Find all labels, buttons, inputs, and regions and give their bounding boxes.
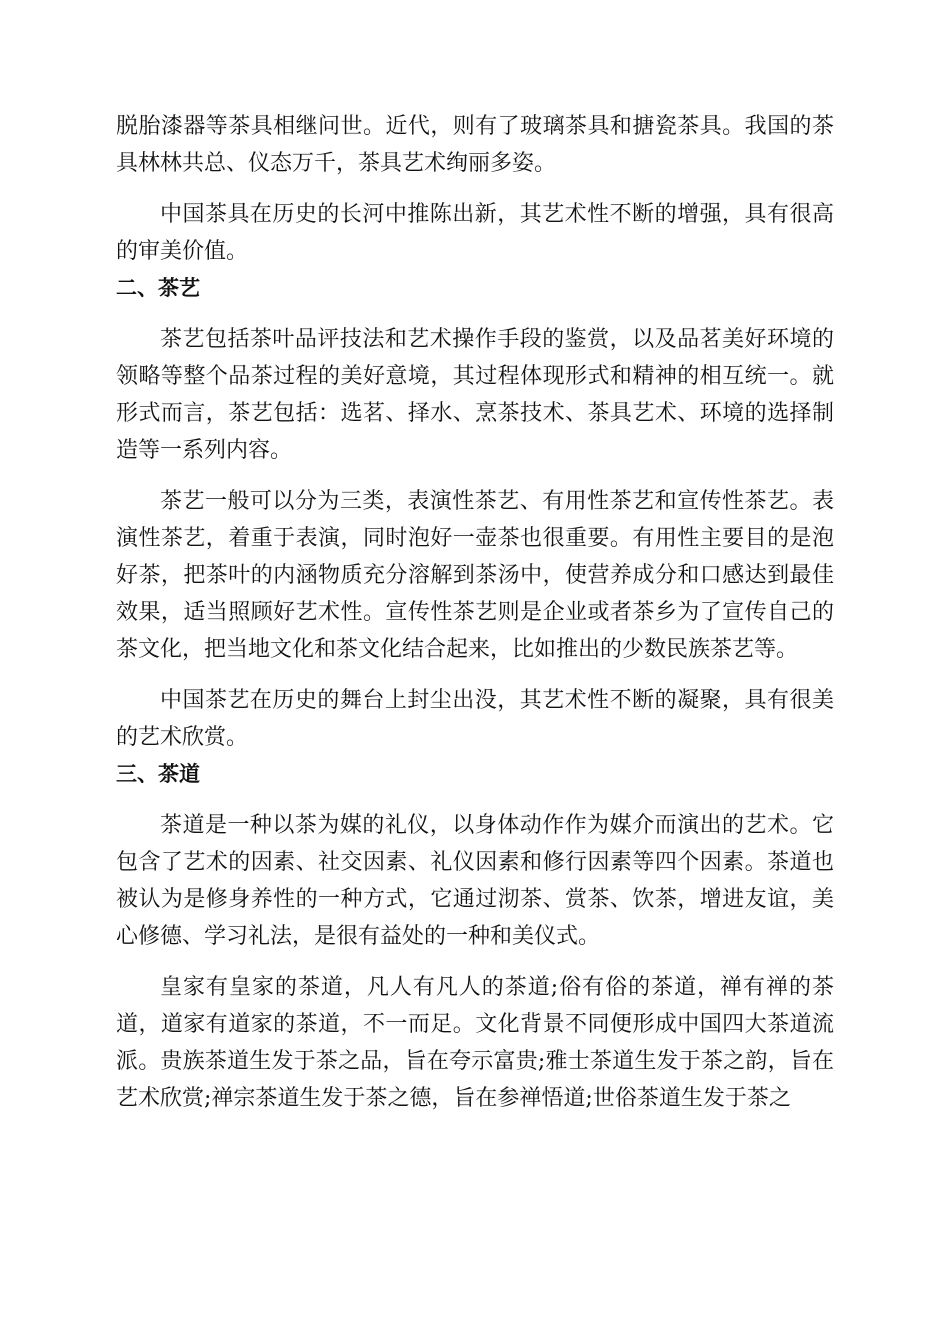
paragraph-tea-art-definition: 茶艺包括茶叶品评技法和艺术操作手段的鉴赏，以及品茗美好环境的领略等整个品茶过程的美好意境，其过程体现形式和精神的相互统一。就形式而言，茶艺包括：选茗、择水、烹茶技术、茶具艺术、环境的选择制造等一系列内容。 xyxy=(116,327,834,463)
document-page xyxy=(116,108,834,1117)
paragraph-tea-ceremony-schools: 皇家有皇家的茶道，凡人有凡人的茶道;俗有俗的茶道，禅有禅的茶道，道家有道家的茶道，不一而足。文化背景不同便形成中国四大茶道流派。贵族茶道生发于茶之品，旨在夸示富贵;雅士茶道生发于茶之韵，旨在艺术欣赏;禅宗茶道生发于茶之德，旨在参禅悟道;世俗茶道生发于茶之 xyxy=(116,975,834,1111)
paragraph-tea-ceremony-definition: 茶道是一种以茶为媒的礼仪，以身体动作作为媒介而演出的艺术。它包含了艺术的因素、社交因素、礼仪因素和修行因素等四个因素。茶道也被认为是修身养性的一种方式，它通过沏茶、赏茶、饮茶，增进友谊，美心修德、学习礼法，是很有益处的一种和美仪式。 xyxy=(116,813,834,949)
paragraph-tea-ware-summary: 中国茶具在历史的长河中推陈出新，其艺术性不断的增强，具有很高的审美价值。 xyxy=(116,202,834,264)
paragraph-tea-art-summary: 中国茶艺在历史的舞台上封尘出没，其艺术性不断的凝聚，具有很美的艺术欣赏。 xyxy=(116,688,834,750)
paragraph-tea-ware-continued: 脱胎漆器等茶具相继问世。近代，则有了玻璃茶具和搪瓷茶具。我国的茶具林林共总、仪态万千，茶具艺术绚丽多姿。 xyxy=(116,114,834,176)
paragraph-tea-art-types: 茶艺一般可以分为三类，表演性茶艺、有用性茶艺和宣传性茶艺。表演性茶艺，着重于表演，同时泡好一壶茶也很重要。有用性主要目的是泡好茶，把茶叶的内涵物质充分溶解到茶汤中，使营养成分和口感达到最佳效果，适当照顾好艺术性。宣传性茶艺则是企业或者茶乡为了宣传自己的茶文化，把当地文化和茶文化结合起来，比如推出的少数民族茶艺等。 xyxy=(116,489,834,662)
section-heading-tea-ceremony: 三、茶道 xyxy=(116,762,200,786)
section-heading-tea-art: 二、茶艺 xyxy=(116,276,200,300)
